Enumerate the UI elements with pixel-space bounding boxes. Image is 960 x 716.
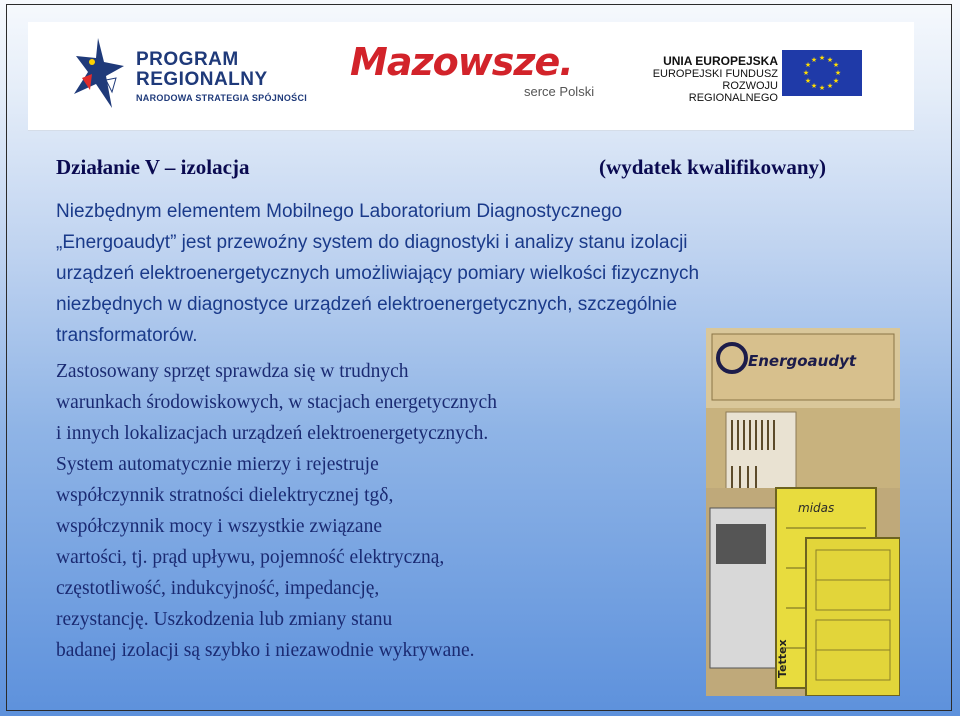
- text-line: współczynnik mocy i wszystkie związane: [56, 516, 382, 537]
- case-label-text: Tettex: [776, 639, 789, 678]
- text-line: warunkach środowiskowych, w stacjach energetycznych: [56, 392, 497, 413]
- eu-flag-icon: [782, 50, 862, 96]
- svg-text:★: ★: [810, 56, 818, 64]
- program-regionalny-text: [136, 50, 307, 103]
- sign-text: Energoaudyt: [748, 352, 857, 370]
- program-regionalny-logo: [74, 38, 314, 110]
- svg-text:★: ★: [834, 69, 842, 77]
- text-line: niezbędnych w diagnostyce urządzeń elektroenergetycznych, szczególnie: [56, 294, 678, 315]
- case-brand-text: midas: [798, 501, 835, 515]
- equipment-photo-illustration: [706, 328, 900, 696]
- svg-text:★: ★: [804, 77, 812, 85]
- text-line: i innych lokalizacjach urządzeń elektroenergetycznych.: [56, 423, 489, 444]
- star-logo-icon: [74, 38, 124, 108]
- text-line: transformatorów.: [56, 325, 198, 346]
- text-line: wartości, tj. prąd upływu, pojemność elektryczną,: [56, 547, 445, 568]
- text-line: System automatycznie mierzy i rejestruje: [56, 454, 379, 475]
- eu-line1: UNIA EUROPEJSKA: [663, 54, 778, 68]
- eu-logo: [640, 50, 870, 104]
- eu-line3: ROZWOJU REGIONALNEGO: [688, 80, 778, 104]
- eu-line2: EUROPEJSKI FUNDUSZ: [652, 68, 778, 80]
- eu-logo-text: [640, 55, 778, 104]
- regionalny-line: REGIONALNY: [136, 69, 268, 90]
- program-line: PROGRAM: [136, 49, 239, 70]
- text-line: rezystancję. Uszkodzenia lub zmiany stanu: [56, 609, 393, 630]
- mazowsze-logo: [350, 40, 610, 104]
- mazowsze-wordmark: Mazowsze.: [350, 40, 573, 84]
- details-paragraph: [56, 356, 696, 666]
- slide-title-row: [56, 155, 826, 185]
- text-line: częstotliwość, indukcyjność, impedancję,: [56, 578, 380, 599]
- svg-text:★: ★: [826, 82, 834, 90]
- svg-text:★: ★: [818, 54, 826, 62]
- text-line: Zastosowany sprzęt sprawdza się w trudnych: [56, 361, 409, 382]
- svg-text:★: ★: [802, 69, 810, 77]
- svg-text:★: ★: [810, 82, 818, 90]
- svg-text:★: ★: [804, 61, 812, 69]
- svg-text:★: ★: [832, 61, 840, 69]
- strategia-line: NARODOWA STRATEGIA SPÓJNOŚCI: [136, 93, 308, 103]
- text-line: urządzeń elektroenergetycznych umożliwiający pomiary wielkości fizycznych: [56, 263, 700, 284]
- svg-text:★: ★: [832, 77, 840, 85]
- slide-title-note: (wydatek kwalifikowany): [599, 155, 826, 179]
- text-line: współczynnik stratności dielektrycznej tgδ,: [56, 485, 394, 506]
- text-line: badanej izolacji są szybko i niezawodnie wykrywane.: [56, 640, 475, 661]
- text-line: „Energoaudyt” jest przewoźny system do diagnostyki i analizy stanu izolacji: [56, 232, 688, 253]
- slide-title: Działanie V – izolacja: [56, 155, 250, 179]
- svg-text:★: ★: [826, 56, 834, 64]
- equipment-photo: [706, 328, 900, 696]
- mazowsze-tagline: serce Polski: [524, 84, 595, 99]
- text-line: Niezbędnym elementem Mobilnego Laboratorium Diagnostycznego: [56, 201, 623, 222]
- svg-text:★: ★: [818, 84, 826, 92]
